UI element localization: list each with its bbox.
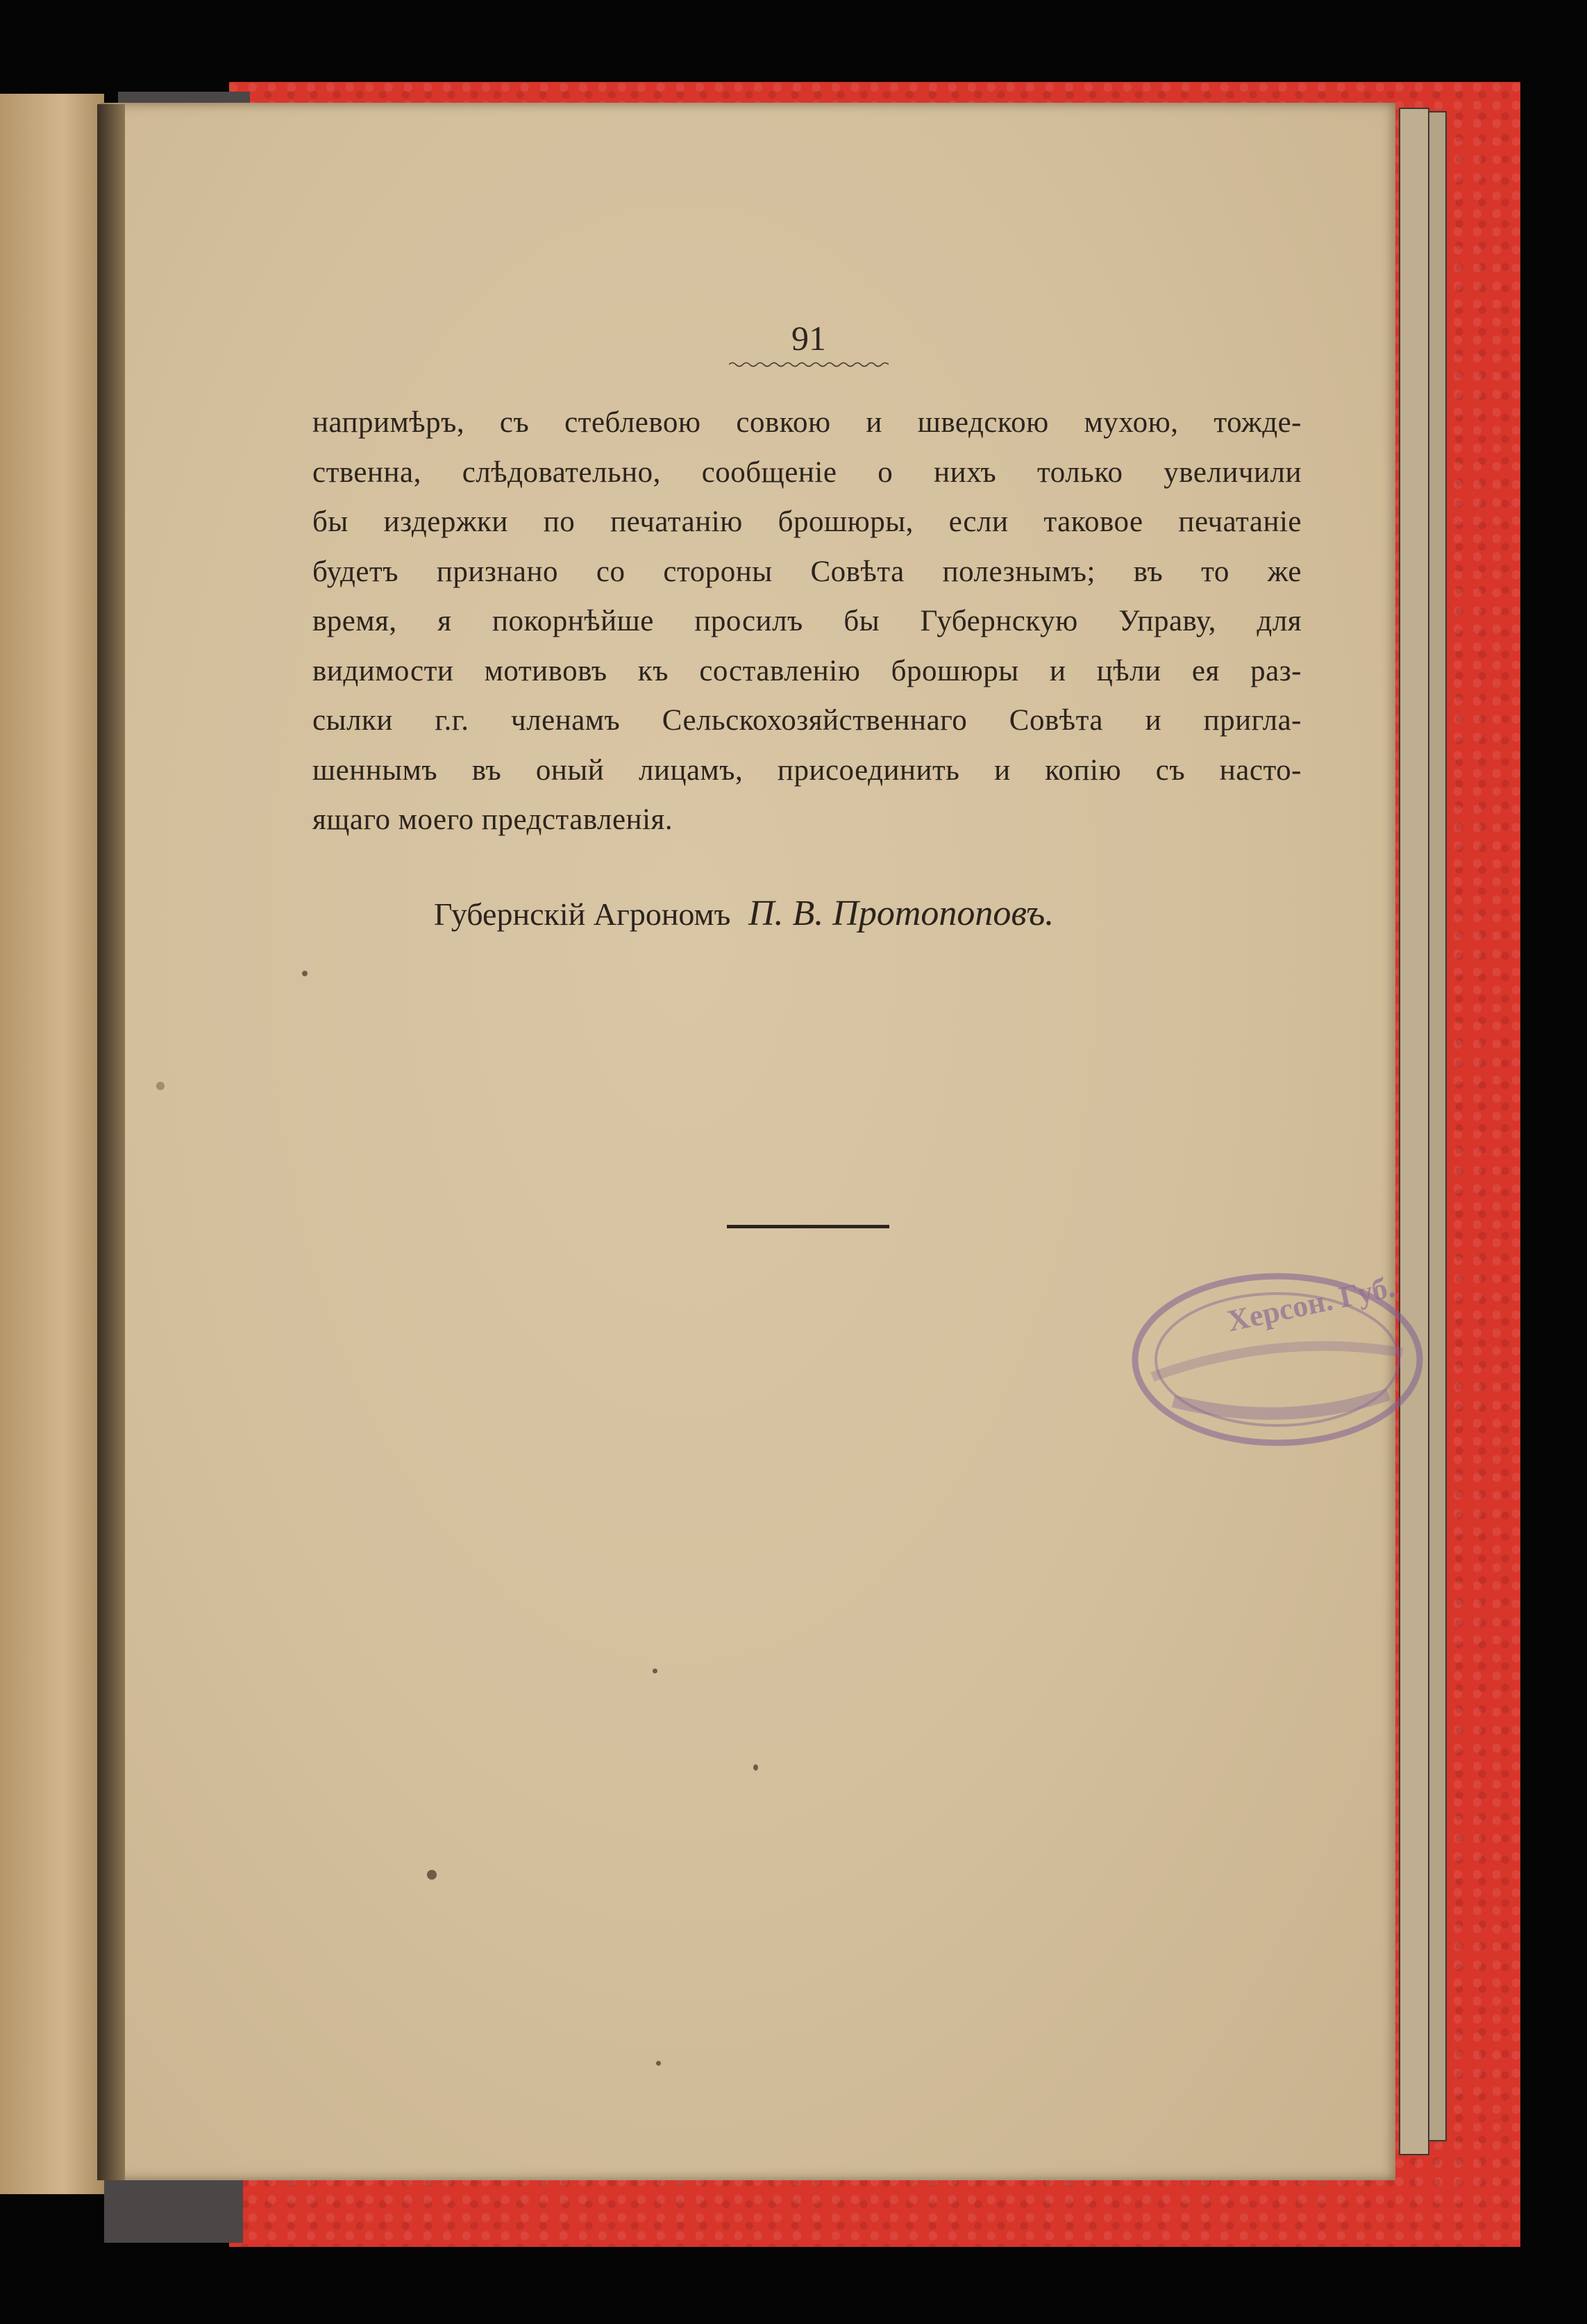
signature-line — [434, 893, 1054, 934]
paper-speck — [656, 2061, 661, 2066]
paper-speck — [156, 1082, 165, 1090]
text-line: ящаго моего представленія. — [312, 803, 673, 836]
book-page — [101, 103, 1398, 2180]
svg-text:Херсон. Губ.: Херсон. Губ. — [1224, 1269, 1398, 1339]
text-line: сылки г.г. членамъ Сельскохозяйственнаго Совѣта и пригла- — [312, 704, 1302, 737]
page-number: 91 — [791, 319, 826, 358]
text-line: бы издержки по печатанію брошюры, если таковое печатаніе — [312, 505, 1302, 538]
text-line: время, я покорнѣйше просилъ бы Губернскую Управу, для — [312, 605, 1302, 637]
text-line: ственна, слѣдовательно, сообщеніе о нихъ только увеличили — [312, 455, 1302, 489]
signature-name: П. В. Протопоповъ. — [748, 894, 1055, 933]
signature-title: Губернскій Агрономъ — [434, 896, 731, 932]
page-number-wavy-rule — [729, 361, 889, 368]
paper-speck — [653, 1669, 657, 1673]
body-paragraph — [312, 398, 1302, 845]
paper-speck — [753, 1764, 758, 1771]
text-line: будетъ признано со стороны Совѣта полезнымъ; въ то же — [312, 555, 1302, 588]
end-divider — [727, 1225, 889, 1228]
page-edge-layer — [1399, 108, 1429, 2155]
text-line: шеннымъ въ оный лицамъ, присоединить и копію съ насто- — [312, 753, 1302, 787]
paper-speck — [427, 1870, 437, 1880]
library-stamp — [1125, 1255, 1430, 1464]
text-line: видимости мотивовъ къ составленію брошюры и цѣли ея раз- — [312, 654, 1302, 687]
book-gutter-shadow — [97, 104, 125, 2180]
paper-speck — [302, 971, 308, 976]
text-line: напримѣръ, съ стеблевою совкою и шведскою мухою, тожде- — [312, 406, 1302, 439]
facing-page-edge — [0, 94, 104, 2194]
